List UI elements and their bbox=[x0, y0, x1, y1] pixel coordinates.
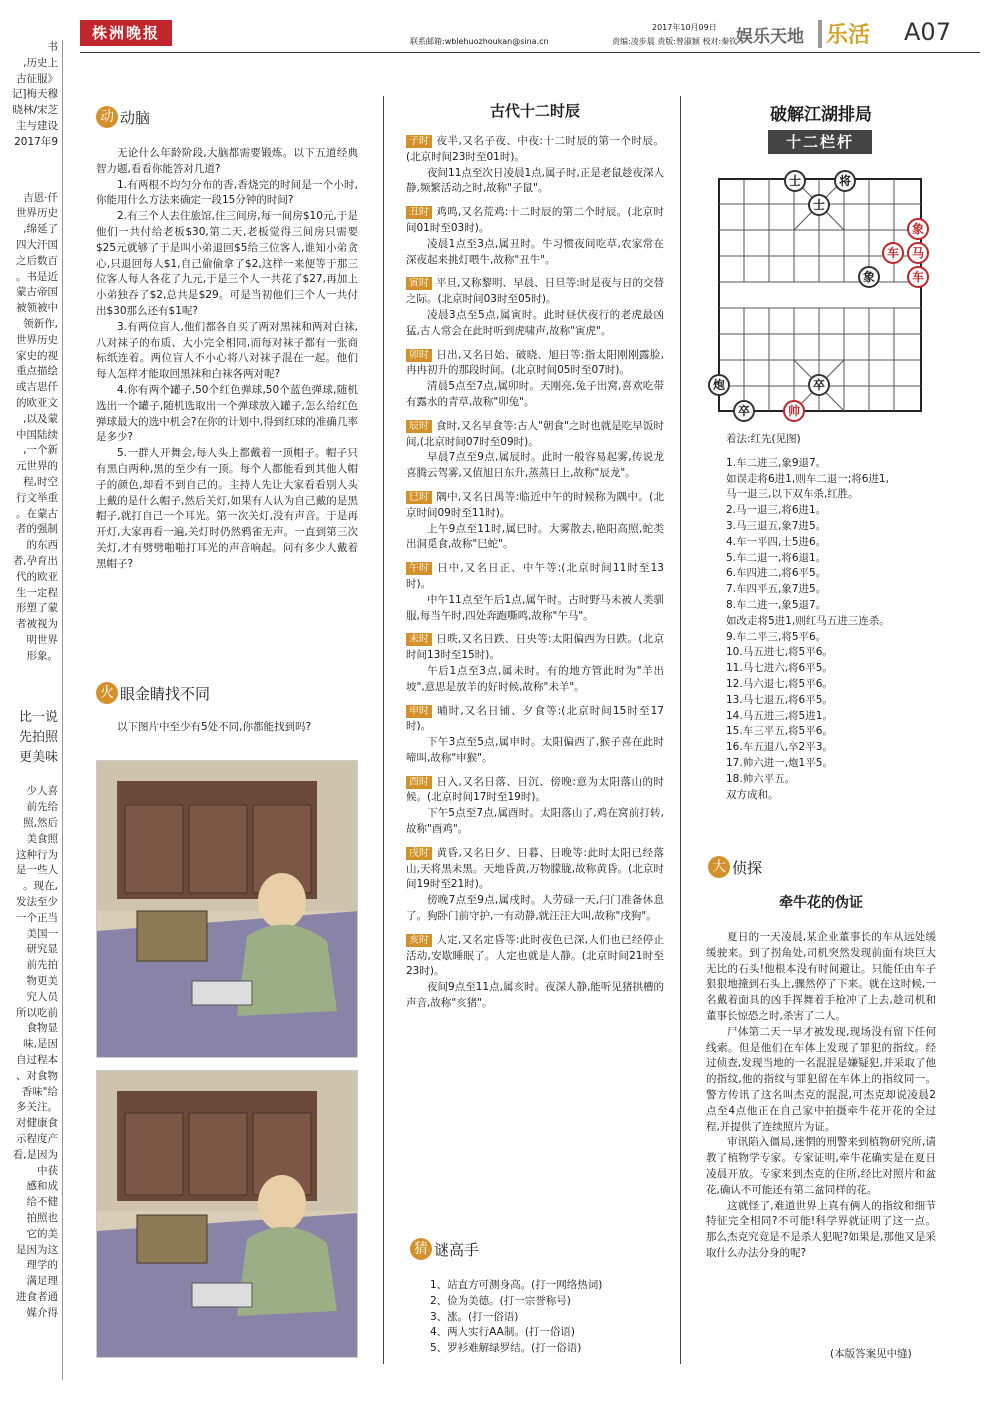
spot-heading-text: 眼金睛找不同 bbox=[120, 684, 211, 703]
spot-intro bbox=[96, 720, 358, 736]
chess-move: 6.车四进二,将6平5。 bbox=[726, 567, 827, 580]
strip-line: 示程度产 bbox=[16, 1133, 58, 1146]
answer-note: (本版答案见中缝) bbox=[830, 1348, 912, 1360]
spot-intro-text: 以下图片中至少有5处不同,你都能找到吗? bbox=[117, 721, 312, 733]
chess-piece: 马 bbox=[907, 242, 929, 264]
strip-line: 进食者通 bbox=[16, 1290, 58, 1303]
strip-line: 给不健 bbox=[26, 1196, 58, 1209]
shichen-item bbox=[406, 134, 664, 197]
strip-line: 是一些人 bbox=[16, 864, 58, 877]
header-rule bbox=[80, 52, 980, 53]
detective-title: 牵牛花的伪证 bbox=[779, 895, 863, 911]
strip-line: 对健康食 bbox=[16, 1117, 58, 1130]
strip-line: 一个正当 bbox=[16, 911, 58, 924]
strip-line: 元世界的 bbox=[16, 460, 58, 473]
shichen-tag: 申时 bbox=[406, 705, 432, 718]
shichen-desc bbox=[406, 704, 664, 736]
strip-line: 或吉思仟 bbox=[16, 381, 58, 394]
shichen-desc bbox=[406, 134, 664, 166]
shichen-desc bbox=[406, 846, 664, 893]
strip-line: 吉恩·仟 bbox=[23, 191, 58, 204]
strip-line: 领新作, bbox=[23, 317, 58, 330]
chess-move: 8.车二进一,象5退7。 bbox=[726, 598, 827, 611]
strip-line: 之后数百 bbox=[16, 254, 58, 267]
strip-line: 蒙古帝国 bbox=[16, 286, 58, 299]
detective-p2: 尸体第二天一早才被发现,现场没有留下任何线索。但是他们在车体上发现了罪犯的指纹。经过侦查,发现当地的一名混混是嫌疑犯,并采取了他的指纹,他的指纹与罪犯留在车体上的指纹同一。警方传讯了这名叫杰克的混混,可杰克却说凌晨2点至4点他正在自己家中拍摄牵牛花开花的全过程,并提供了连续照片为证。 bbox=[706, 1025, 936, 1133]
brain-intro: 无论什么年龄阶段,大脑都需要锻炼。以下五道经典智力题,看看你能答对几道? bbox=[96, 147, 358, 175]
chess-moves bbox=[716, 432, 946, 803]
strip-line: 的东西 bbox=[26, 539, 58, 552]
shichen-item bbox=[406, 419, 664, 482]
shichen-line1: 黄昏,又名日夕、日暮、日晚等:此时太阳已经落山,天将黑未黑。天地昏黄,万物朦胧,故称黄昏。(北京时间19时至21时)。 bbox=[406, 846, 664, 891]
strip-line: 看,是因为 bbox=[12, 1148, 58, 1161]
chess-move: 10.马五进七,将5平6。 bbox=[726, 646, 833, 659]
strip-line: 中国陆续 bbox=[16, 428, 58, 441]
strip-line: ,一个新 bbox=[23, 444, 58, 457]
shichen-desc bbox=[406, 205, 664, 237]
chess-move: 17.帅六进一,炮1平5。 bbox=[726, 756, 833, 769]
strip-line: 究人员 bbox=[26, 990, 58, 1003]
detective-heading-text: 侦探 bbox=[732, 858, 763, 877]
chess-piece: 车 bbox=[882, 242, 904, 264]
brain-body bbox=[96, 146, 358, 573]
strip-line: 味,是因 bbox=[23, 1038, 58, 1051]
riddle-item: 3、涨。(打一俗语) bbox=[430, 1310, 519, 1323]
shichen-desc bbox=[406, 348, 664, 380]
strip-line: 中获 bbox=[37, 1164, 58, 1177]
page-header bbox=[80, 18, 980, 54]
chess-move: 1.车二进三,象9退7。 bbox=[726, 456, 827, 469]
shichen-tag: 卯时 bbox=[406, 349, 432, 362]
chess-move: 5.车二退一,将6退1。 bbox=[726, 551, 827, 564]
left-strip bbox=[0, 40, 58, 1380]
chess-piece: 卒 bbox=[733, 400, 755, 422]
riddle-list bbox=[430, 1278, 670, 1357]
strip-line: 者,孕育出 bbox=[12, 554, 58, 567]
detective-heading-icon: 大 bbox=[708, 856, 730, 878]
shichen-tag: 未时 bbox=[406, 633, 432, 646]
shichen-line2: 凌晨1点至3点,属丑时。牛习惯夜间吃草,农家常在深夜起来挑灯喂牛,故称"丑牛"。 bbox=[406, 237, 664, 266]
riddle-item: 2、俭为美德。(打一宗誉称号) bbox=[430, 1294, 571, 1307]
shichen-line2: 清晨5点至7点,属卯时。天刚亮,兔子出窝,喜欢吃带有露水的青草,故称"卯兔"。 bbox=[406, 380, 664, 408]
detective-heading bbox=[708, 856, 762, 886]
shichen-title: 古代十二时辰 bbox=[489, 102, 580, 120]
shichen-item bbox=[406, 490, 664, 553]
strip-line: 形象。 bbox=[26, 649, 58, 662]
spot-heading bbox=[96, 682, 210, 712]
chess-piece: 象 bbox=[858, 266, 880, 288]
chess-move: 2.马一退三,将6进1。 bbox=[726, 504, 827, 517]
strip-line: 自过程本 bbox=[16, 1054, 58, 1067]
chess-piece: 卒 bbox=[808, 374, 830, 396]
brain-q1: 1.有两根不均匀分布的香,香烧完的时间是一个小时,你能用什么方法来确定一段15分钟的时间? bbox=[96, 178, 358, 207]
brain-heading-text: 动脑 bbox=[120, 108, 151, 127]
page-number: A07 bbox=[904, 18, 951, 46]
strip-line: ,历史上 bbox=[23, 56, 58, 69]
strip-line: 美国一 bbox=[26, 927, 58, 940]
shichen-line1: 食时,又名早食等:古人"朝食"之时也就是吃早饭时间,(北京时间07时至09时)。 bbox=[406, 419, 664, 448]
strip-line: 更美味 bbox=[18, 750, 58, 766]
chess-move: 15.车三平五,将5平6。 bbox=[726, 725, 833, 738]
shichen-desc bbox=[406, 419, 664, 451]
riddle-item: 5、罗衫难解绿罗结。(打一俗语) bbox=[430, 1342, 582, 1355]
strip-line: 先拍照 bbox=[18, 730, 58, 746]
shichen-line1: 晡时,又名日铺、夕食等:(北京时间15时至17时)。 bbox=[406, 704, 664, 733]
shichen-line1: 鸡鸣,又名荒鸡:十二时辰的第二个时辰。(北京时间01时至03时)。 bbox=[406, 206, 664, 234]
shichen-line1: 人定,又名定昏等:此时夜色已深,人们也已经停止活动,安歇睡眠了。人定也就是人静。(北京时间21时至23时)。 bbox=[406, 933, 664, 978]
shichen-line2: 早晨7点至9点,属辰时。此时一般容易起雾,传说龙喜腾云驾雾,又值旭日东升,蒸蒸日上,故称"辰龙"。 bbox=[406, 451, 664, 480]
strip-line: 四大汗国 bbox=[16, 238, 58, 251]
chess-move: 11.马七进六,将6平5。 bbox=[726, 662, 833, 675]
chess-move: 3.马三退五,象7进5。 bbox=[726, 519, 827, 532]
shichen-line2: 夜间9点至11点,属亥时。夜深人静,能听见猪拱槽的声音,故称"亥猪"。 bbox=[406, 981, 664, 1010]
strip-line: 者被视为 bbox=[16, 618, 58, 631]
shichen-item bbox=[406, 704, 664, 767]
shichen-line2: 下午3点至5点,属申时。太阳偏西了,猴子喜在此时啼叫,故称"申猴"。 bbox=[406, 736, 664, 764]
shichen-tag: 午时 bbox=[406, 562, 432, 575]
spot-illustration-bottom bbox=[96, 1070, 358, 1358]
strip-line: 比一说 bbox=[18, 710, 58, 726]
strip-line: 理学的 bbox=[26, 1259, 58, 1272]
strip-line: 古征服》 bbox=[16, 72, 58, 85]
detective-p1: 夏日的一天凌晨,某企业董事长的车从远处缓缓驶来。到了拐角处,司机突然发现前面有块巨大无比的石头!他根本没有时间避让。只能任由车子狠狠地撞到石头上,骤然停了下来。就在这时候,一名戴着面具的凶手挥舞着手枪冲了上去,趁司机和董事长惊恐之时,杀害了二人。 bbox=[706, 931, 936, 1022]
shichen-item bbox=[406, 348, 664, 411]
riddle-heading bbox=[410, 1238, 479, 1268]
strip-line: 程,时空 bbox=[23, 475, 58, 488]
header-divider bbox=[818, 20, 822, 48]
brain-q3: 3.有两位盲人,他们都各自买了两对黑袜和两对白袜,八对袜子的布质、大小完全相同,而每对袜子都有一张商标纸连着。两位盲人不小心将八对袜子混在一起。他们每人怎样才能取回黑袜和白袜各两对呢? bbox=[96, 320, 358, 381]
chess-move: 如误走将6进1,则车二退一;将6进1, bbox=[726, 472, 889, 485]
shichen-tag: 寅时 bbox=[406, 277, 432, 290]
left-strip-subhead bbox=[0, 708, 58, 768]
left-strip-rule bbox=[62, 40, 63, 1380]
strip-line: 物更美 bbox=[26, 975, 58, 988]
chess-move: 9.车二平三,将5平6。 bbox=[726, 630, 827, 643]
strip-line: 照,然后 bbox=[23, 817, 58, 830]
riddle-heading-text: 谜高手 bbox=[434, 1240, 480, 1259]
left-strip-top bbox=[0, 40, 58, 151]
shichen-line1: 隅中,又名日禺等:临近中午的时候称为隅中。(北京时间09时至11时)。 bbox=[406, 490, 664, 519]
shichen-tag: 丑时 bbox=[406, 206, 432, 219]
chess-move: 16.车五退八,卒2平3。 bbox=[726, 741, 833, 754]
chess-board bbox=[712, 174, 924, 418]
chess-piece: 炮 bbox=[708, 374, 730, 396]
editor-credits: 责编:凌步晨 责版:曾淑颖 校对:秦钦 bbox=[612, 37, 738, 46]
strip-line: 记]梅天穆 bbox=[11, 88, 58, 101]
shichen-line2: 凌晨3点至5点,属寅时。此时昼伏夜行的老虎最凶猛,古人常会在此时听到虎啸声,故称"寅虎"。 bbox=[406, 308, 664, 337]
chess-move: 如改走将5进1,则红马五进三连杀。 bbox=[726, 614, 890, 627]
strip-line: 家史的视 bbox=[16, 349, 58, 362]
strip-line: 世界历史 bbox=[16, 207, 58, 220]
riddle-item: 4、两人实行AA制。(打一俗语) bbox=[430, 1326, 576, 1339]
strip-line: 媒介得 bbox=[26, 1306, 58, 1319]
contact-email: 联系邮箱:wblehuozhoukan@sina.cn bbox=[410, 37, 549, 46]
shichen-line2: 中午11点至午后1点,属午时。古时野马未被人类驯服,每当午时,四处奔跑嘶鸣,故称"午马"。 bbox=[406, 593, 664, 622]
shichen-line1: 夜半,又名子夜、中夜:十二时辰的第一个时辰。(北京时间23时至01时)。 bbox=[406, 135, 664, 163]
strip-line: 是因为这 bbox=[16, 1243, 58, 1256]
chess-move: 12.马六退七,将5平6。 bbox=[726, 677, 833, 690]
move-list bbox=[716, 456, 946, 804]
chess-piece: 士 bbox=[784, 170, 806, 192]
newspaper-logo: 株洲晚报 bbox=[80, 20, 172, 46]
shichen-desc bbox=[406, 276, 664, 308]
shichen-list bbox=[406, 134, 664, 1020]
shichen-line1: 日昳,又名日跌、日央等:太阳偏西为日跌。(北京时间13时至15时)。 bbox=[406, 633, 664, 662]
shichen-line2: 夜间11点至次日凌晨1点,属子时,正是老鼠趁夜深人静,频繁活动之时,故称"子鼠"。 bbox=[406, 166, 664, 195]
shichen-line2: 上午9点至11时,属巳时。大雾散去,艳阳高照,蛇类出洞觅食,故称"巳蛇"。 bbox=[406, 522, 664, 551]
strip-line: 。现在, bbox=[23, 880, 58, 893]
strip-line: 行文举重 bbox=[16, 491, 58, 504]
shichen-line2: 傍晚7点至9点,属戌时。人劳碌一天,闩门准备休息了。狗卧门前守护,一有动静,就汪汪大叫,故称"戌狗"。 bbox=[406, 894, 664, 923]
chess-piece: 士 bbox=[808, 194, 830, 216]
detective-body bbox=[706, 930, 936, 1262]
strip-line: 生一定程 bbox=[16, 586, 58, 599]
shichen-item bbox=[406, 205, 664, 268]
left-strip-mid bbox=[0, 191, 58, 665]
shichen-desc bbox=[406, 561, 664, 593]
strip-line: 世界历史 bbox=[16, 333, 58, 346]
shichen-line2: 午后1点至3点,属未时。有的地方管此时为"羊出坡",意思是放羊的好时候,故称"未羊"。 bbox=[406, 664, 664, 693]
strip-line: 、对食物 bbox=[16, 1069, 58, 1082]
strip-line: 香味"给 bbox=[21, 1085, 58, 1098]
shichen-line2: 下午5点至7点,属酉时。太阳落山了,鸡在窝前打转,故称"酉鸡"。 bbox=[406, 807, 664, 836]
brand-name: 乐活 bbox=[826, 22, 871, 48]
strip-line: 重点描绘 bbox=[16, 365, 58, 378]
strip-line: 美食照 bbox=[26, 832, 58, 845]
brain-heading-icon: 动 bbox=[96, 106, 118, 128]
chess-piece: 帅 bbox=[783, 400, 805, 422]
shichen-tag: 辰时 bbox=[406, 420, 432, 433]
left-strip-bottom bbox=[0, 784, 58, 1321]
chess-note: 着法:红先(见图) bbox=[726, 433, 801, 445]
strip-line: 明世界 bbox=[26, 633, 58, 646]
strip-line: 前先给 bbox=[26, 801, 58, 814]
strip-line: 拍照也 bbox=[26, 1212, 58, 1224]
shichen-desc bbox=[406, 490, 664, 522]
strip-line: 。在蒙古 bbox=[16, 507, 58, 520]
strip-line: 主与建设 bbox=[16, 119, 58, 132]
riddle-item: 1、站直方可测身高。(打一网络热词) bbox=[430, 1279, 603, 1291]
shichen-item bbox=[406, 632, 664, 695]
chess-piece: 将 bbox=[834, 170, 856, 192]
spot-illustration-top bbox=[96, 760, 358, 1058]
strip-line: 多关注。 bbox=[16, 1101, 58, 1114]
strip-line: 它的美 bbox=[26, 1227, 58, 1240]
chess-move: 14.马五进三,将5进1。 bbox=[726, 709, 833, 722]
strip-line: 书 bbox=[47, 41, 58, 53]
column-divider-1 bbox=[383, 96, 384, 1364]
brain-q4: 4.你有两个罐子,50个红色弹球,50个蓝色弹球,随机选出一个罐子,随机选取出一个弹球放入罐子,怎么给红色弹球最大的选中机会?在你的计划中,得到红球的准确几率是多少? bbox=[96, 383, 358, 444]
shichen-tag: 戌时 bbox=[406, 847, 432, 860]
strip-line: 所以吃前 bbox=[16, 1006, 58, 1019]
issue-date: 2017年10月09日 bbox=[652, 23, 717, 32]
strip-line: 满足理 bbox=[26, 1275, 58, 1288]
brain-q2: 2.有三个人去住旅馆,住三间房,每一间房$10元,于是他们一共付给老板$30,第二天,老板觉得三间房只需要$25元就够了于是叫小弟退回$5给三位客人,谁知小弟贪心,只退回每人$1,自己偷偷拿了$2,这样一来便等于那三位客人每人各花了九元,于是三个人一共花了$27,再加上小弟独吞了$2,总共是$29。可是当初他们三个人一共付出$30那么还有$1呢? bbox=[96, 210, 358, 317]
shichen-line1: 日中,又名日正、中午等:(北京时间11时至13时)。 bbox=[406, 562, 664, 590]
strip-line: ,以及蒙 bbox=[23, 412, 58, 425]
strip-line: 的欧亚文 bbox=[16, 396, 58, 409]
strip-line: 食物显 bbox=[26, 1022, 58, 1035]
chess-title: 破解江湖排局 bbox=[770, 105, 872, 125]
strip-line: 晓林/宋芝 bbox=[12, 104, 58, 117]
shichen-line1: 日入,又名日落、日沉、傍晚:意为太阳落山的时候。(北京时间17时至19时)。 bbox=[406, 775, 664, 804]
detective-p3: 审讯陷入僵局,迷惘的刑警来到植物研究所,请教了植物学专家。专家证明,牵牛花确实是在夏日凌晨开放。专家来到杰克的住所,经比对照片和盆花,确认不可能还有第二盆同样的花。 bbox=[706, 1136, 936, 1196]
shichen-item bbox=[406, 561, 664, 624]
shichen-desc bbox=[406, 775, 664, 807]
section-name: 娱乐天地 bbox=[736, 27, 804, 47]
strip-line: 形塑了蒙 bbox=[16, 602, 58, 615]
strip-line: 被领被中 bbox=[16, 302, 58, 315]
strip-line: 前先拍 bbox=[26, 959, 58, 972]
chess-piece: 象 bbox=[907, 218, 929, 240]
riddle-heading-icon: 猜 bbox=[410, 1238, 432, 1260]
strip-line: 发法至少 bbox=[16, 896, 58, 909]
spot-heading-icon: 火 bbox=[96, 682, 118, 704]
shichen-item bbox=[406, 846, 664, 925]
chess-move: 马一退三,以下双车杀,红胜。 bbox=[726, 488, 859, 501]
shichen-item bbox=[406, 775, 664, 838]
strip-line: 少人喜 bbox=[26, 785, 58, 798]
strip-line: 2017年9 bbox=[14, 135, 58, 148]
brain-q5: 5.一群人开舞会,每人头上都戴着一顶帽子。帽子只有黑白两种,黑的至少有一顶。每个人都能看到其他人帽子的颜色,却看不到自己的。主持人先让大家看看别人头上戴的是什么帽子,然后关灯,如果有人认为自己戴的是黑帽子,就打自己一个耳光。第一次关灯,没有声音。于是再开灯,大家再看一遍,关灯时仍然鸦雀无声。一直到第三次关灯,才有劈劈啪啪打耳光的声音响起。问有多少人戴着黑帽子? bbox=[96, 447, 358, 570]
shichen-line1: 平旦,又称黎明、早晨、日旦等:时是夜与日的交替之际。(北京时间03时至05时)。 bbox=[406, 277, 664, 306]
chess-move: 4.车一平四,士5进6。 bbox=[726, 535, 827, 548]
strip-line: 感和成 bbox=[26, 1180, 58, 1193]
chess-piece: 车 bbox=[907, 266, 929, 288]
detective-p4: 这就怪了,难道世界上真有俩人的指纹和细节特征完全相同?不可能!科学界就证明了这一点。那么杰克究竟是不是杀人犯呢?如果是,那他又是采取什么办法分身的呢? bbox=[706, 1199, 936, 1259]
shichen-item bbox=[406, 276, 664, 339]
shichen-tag: 酉时 bbox=[406, 776, 432, 789]
shichen-desc bbox=[406, 632, 664, 664]
strip-line: 者的强制 bbox=[16, 523, 58, 536]
strip-line: ,绵延了 bbox=[23, 223, 58, 236]
strip-line: 。书是近 bbox=[16, 270, 58, 283]
shichen-desc bbox=[406, 933, 664, 980]
chess-move: 13.马七退五,将6平5。 bbox=[726, 693, 833, 706]
strip-line: 这种行为 bbox=[16, 848, 58, 861]
brain-heading bbox=[96, 106, 150, 136]
chess-move: 7.车四平五,象7进5。 bbox=[726, 583, 827, 596]
strip-line: 研究显 bbox=[26, 943, 58, 956]
shichen-item bbox=[406, 933, 664, 1012]
shichen-tag: 巳时 bbox=[406, 491, 432, 504]
chess-subtitle: 十二栏杆 bbox=[768, 130, 872, 154]
shichen-tag: 子时 bbox=[406, 135, 432, 148]
chess-move: 双方成和。 bbox=[726, 788, 779, 801]
column-divider-2 bbox=[680, 96, 681, 1364]
shichen-tag: 亥时 bbox=[406, 934, 432, 947]
chess-move: 18.帅六平五。 bbox=[726, 772, 796, 785]
shichen-line1: 日出,又名日始、破晓、旭日等:指太阳刚刚露脸,冉冉初升的那段时间。(北京时间05时至07时)。 bbox=[406, 348, 664, 377]
strip-line: 代的欧亚 bbox=[16, 570, 58, 583]
